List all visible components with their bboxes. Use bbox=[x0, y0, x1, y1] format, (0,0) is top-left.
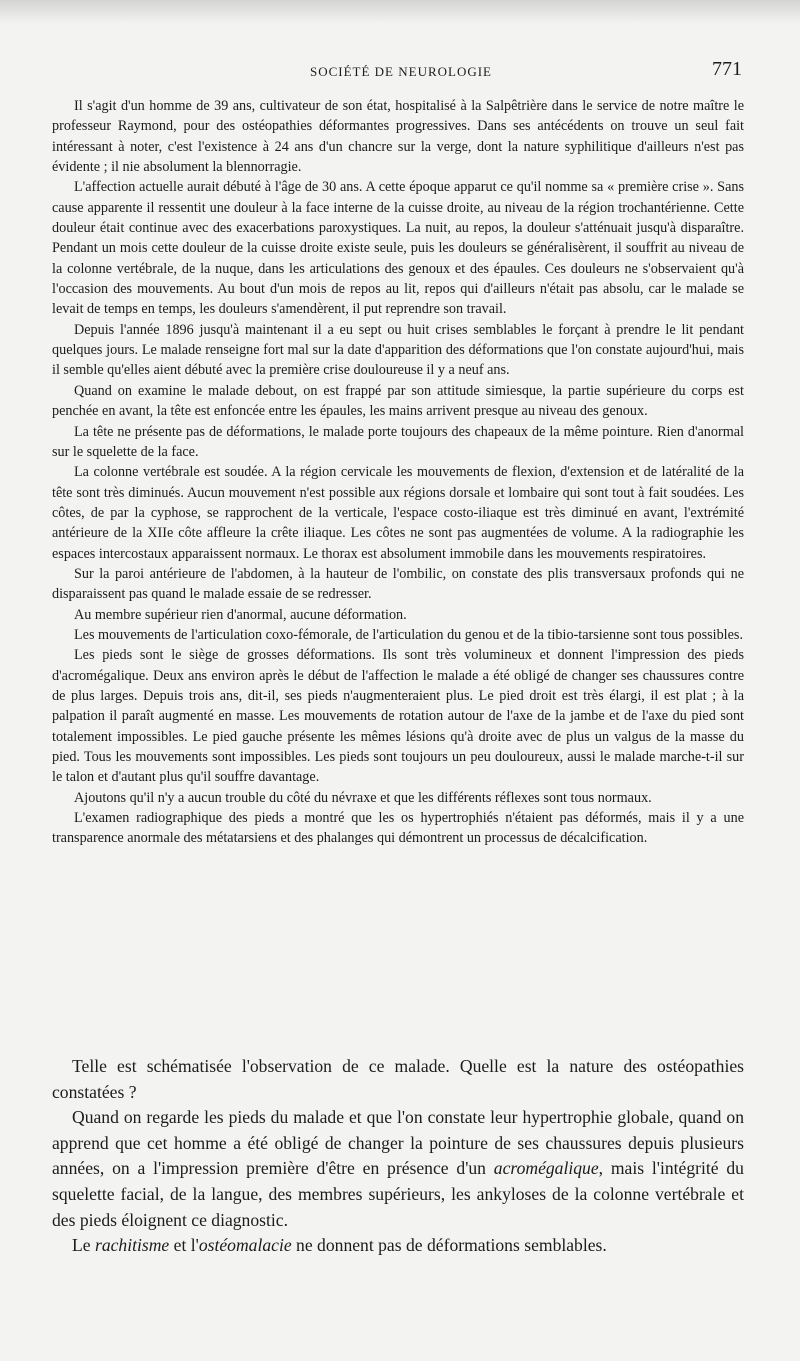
italic-term: rachitisme bbox=[94, 1235, 170, 1256]
text-run: Quand on regarde les pieds du malade et que l'on constate leur hypertrophie globale, quand on apprend que cet homme a été obligé de changer la pointure de ses chaussures depuis plusieurs années, on a l'impression première d'être en présence d'un bbox=[52, 1107, 744, 1179]
italic-term: acromégalique bbox=[493, 1158, 599, 1179]
paragraph: La colonne vertébrale est soudée. A la région cervicale les mouvements de flexion, d'extension et de latéralité de la tête sont très diminués. Aucun mouvement n'est possible aux régions dorsale et lombaire qui sont tout à fait soudées. Les côtes, de par la cyphose, se rapprochent de la verticale, l'espace costo-iliaque est très diminué en avant, l'extrémité antérieure de la XIIe côte affleure la crête iliaque. Les côtes ne sont pas augmentées de volume. A la radiographie les espaces intercostaux apparaissent normaux. Le thorax est absolument immobile dans les mouvements respiratoires. bbox=[52, 464, 744, 562]
paragraph: L'examen radiographique des pieds a montré que les os hypertrophiés n'étaient pas déformés, mais il y a une transparence anormale des métatarsiens et des phalanges qui démontrent un processus de décalcification. bbox=[52, 810, 744, 847]
discussion-text bbox=[52, 1054, 744, 1259]
paragraph: Quand on examine le malade debout, on est frappé par son attitude simiesque, la partie supérieure du corps est penchée en avant, la tête est enfoncée entre les épaules, les mains arrivent presque au niveau des genoux. bbox=[52, 382, 744, 420]
paragraph: L'affection actuelle aurait débuté à l'âge de 30 ans. A cette époque apparut ce qu'il nomme sa « première crise ». Sans cause apparente il ressentit une douleur à la face interne de la cuisse droite, au niveau de la région trochantérienne. Cette douleur était continue avec des exacerbations paroxystiques. La nuit, au repos, la douleur s'atténuait jusqu'à disparaître. Pendant un mois cette douleur de la cuisse droite existe seule, puis les douleurs se généralisèrent, il souffrit au niveau de la colonne vertébrale, de la nuque, dans les articulations des genoux et des épaules. Ces douleurs ne s'observaient qu'à l'occasion des mouvements. Au bout d'un mois de repos au lit, repos qui d'ailleurs n'était pas absolu, car le malade se levait de temps en temps, les douleurs s'amendèrent, il put reprendre son travail. bbox=[52, 179, 744, 318]
paragraph bbox=[52, 1105, 744, 1233]
scan-top-edge bbox=[0, 0, 800, 24]
running-head: SOCIÉTÉ DE NEUROLOGIE bbox=[309, 64, 493, 79]
italic-term: ostéomalacie bbox=[198, 1235, 292, 1256]
paragraph: Ajoutons qu'il n'y a aucun trouble du côté du névraxe et que les différents réflexes sont tous normaux. bbox=[74, 789, 652, 806]
paragraph: Les pieds sont le siège de grosses déformations. Ils sont très volumineux et donnent l'impression des pieds d'acromégalique. Deux ans environ après le début de l'affection le malade a été obligé de changer ses chaussures contre de plus larges. Depuis trois ans, dit-il, ses pieds n'augmenteraient plus. Le pied droit est très élargi, il est plat ; à la palpation il paraît augmenté en masse. Les mouvements de rotation autour de l'axe de la jambe et de l'axe du pied sont totalement impossibles. Le pied gauche présente les mêmes lésions qu'à droite avec de plus un valgus de la masse du pied. Tous les mouvements sont impossibles. Les pieds sont toujours un peu douloureux, aussi le malade marche-t-il sur le talon et d'autant plus qu'il souffre davantage. bbox=[52, 647, 744, 786]
paragraph: Telle est schématisée l'observation de ce malade. Quelle est la nature des ostéopathies constatées ? bbox=[52, 1056, 744, 1102]
page-number: 771 bbox=[712, 58, 742, 80]
page-header bbox=[60, 58, 742, 88]
text-run: Le bbox=[72, 1235, 95, 1256]
paragraph: La tête ne présente pas de déformations, le malade porte toujours des chapeaux de la même pointure. Rien d'anormal sur le squelette de la face. bbox=[52, 423, 744, 460]
text-run: ne donnent pas de déformations semblables. bbox=[291, 1235, 607, 1256]
text-run: , mais l'intégrité du squelette facial, de la langue, des membres supérieurs, les ankyloses de la colonne vertébrale et des pieds éloignent ce diagnostic. bbox=[52, 1158, 744, 1230]
text-run: et l' bbox=[169, 1235, 199, 1256]
paragraph: Sur la paroi antérieure de l'abdomen, à la hauteur de l'ombilic, on constate des plis transversaux profonds qui ne disparaissent pas quand le malade essaie de se redresser. bbox=[52, 565, 744, 603]
observation-text bbox=[52, 96, 744, 849]
paragraph bbox=[52, 1233, 744, 1259]
paragraph: Depuis l'année 1896 jusqu'à maintenant il a eu sept ou huit crises semblables le forçant à prendre le lit pendant quelques jours. Le malade renseigne fort mal sur la date d'apparition des déformations que l'on constate aujourd'hui, mais il semble qu'elles aient débuté avec la première crise douloureuse il y a neuf ans. bbox=[52, 321, 744, 379]
paragraph: Il s'agit d'un homme de 39 ans, cultivateur de son état, hospitalisé à la Salpêtrière dans le service de notre maître le professeur Raymond, pour des ostéopathies déformantes progressives. Dans ses antécédents on trouve un seul fait intéressant à noter, c'est l'existence à 24 ans d'un chancre sur la verge, dont la nature syphilitique d'ailleurs n'est pas évidente ; il nie absolument la blennorragie. bbox=[52, 98, 744, 176]
paragraph: Les mouvements de l'articulation coxo-fémorale, de l'articulation du genou et de la tibio-tarsienne sont tous possibles. bbox=[74, 626, 743, 643]
paragraph: Au membre supérieur rien d'anormal, aucune déformation. bbox=[74, 606, 407, 623]
